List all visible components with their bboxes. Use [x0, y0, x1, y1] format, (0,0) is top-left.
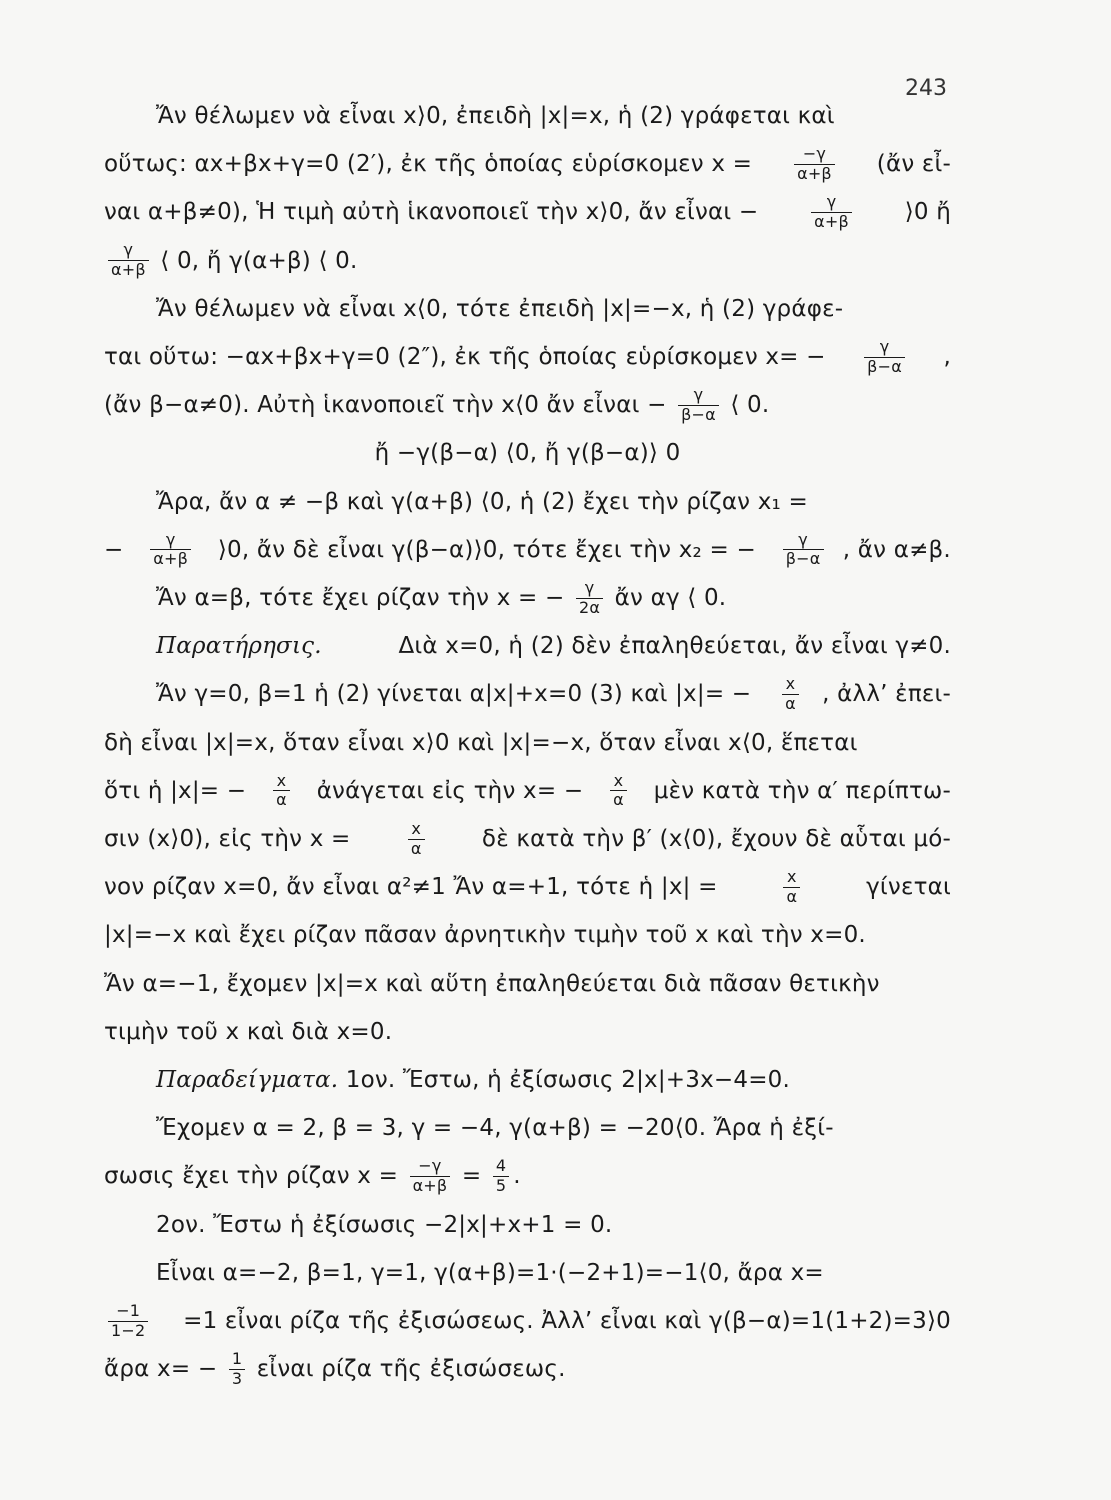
fraction-denominator: 3 — [229, 1369, 245, 1388]
text-line — [104, 478, 951, 526]
text-line — [104, 863, 951, 911]
fraction — [678, 384, 719, 424]
text-line — [104, 1008, 951, 1056]
fraction-denominator: α — [782, 694, 799, 713]
text-segment: ⟩0, ἄν δὲ εἶναι γ(β−α)⟩0, τότε ἔχει τὴν x₂ = − — [210, 536, 764, 563]
fraction-numerator: γ — [826, 192, 837, 212]
fraction — [794, 143, 835, 183]
text-line — [104, 526, 951, 574]
line-content — [156, 296, 951, 322]
text-segment: − — [104, 536, 131, 563]
fraction-denominator: α — [783, 887, 800, 906]
fraction-denominator: α — [408, 839, 425, 858]
text-line — [104, 960, 951, 1008]
text-segment: Ἄν α=−1, ἔχομεν |x|=x καὶ αὕτη ἐπαληθεύεται διὰ πᾶσαν θετικὴν — [104, 970, 880, 997]
text-segment: ⟨ 0, ἤ γ(α+β) ⟨ 0. — [152, 247, 358, 274]
text-line — [104, 140, 951, 188]
line-content — [104, 866, 951, 906]
text-segment: δὲ κατὰ τὴν β′ (x⟨0), ἔχουν δὲ αὗται μό- — [474, 826, 951, 852]
fraction — [410, 1158, 451, 1195]
fraction — [811, 194, 852, 231]
text-segment: ⟩0 ἤ — [897, 199, 951, 226]
line-content — [156, 633, 951, 659]
text-segment: γίνεται — [858, 874, 951, 901]
text-segment: ται οὕτω: −αx+βx+γ=0 (2″), ἐκ τῆς ὁποίας εὑρίσκομεν x= − — [104, 344, 834, 370]
fraction-numerator: γ — [123, 240, 134, 260]
fraction-numerator: γ — [798, 529, 808, 549]
line-content — [156, 1260, 951, 1286]
text-segment: (ἄν β−α≠0). Αὐτὴ ἱκανοποιεῖ τὴν x⟨0 ἄν εἶναι − — [104, 392, 675, 419]
fraction-numerator: −1 — [116, 1300, 141, 1320]
fraction-numerator: γ — [693, 384, 704, 404]
line-content — [104, 818, 951, 858]
text-segment: ἀνάγεται εἰς τὴν x= − — [309, 777, 591, 804]
fraction — [108, 1300, 148, 1340]
italic-heading: Παρατήρησις. — [156, 633, 322, 660]
line-content — [375, 440, 681, 466]
fraction-denominator: α+β — [108, 260, 149, 279]
fraction-numerator: γ — [584, 577, 595, 597]
fraction — [108, 242, 149, 279]
line-content — [156, 676, 951, 713]
text-segment: μὲν κατὰ τὴν α′ περίπτω- — [646, 777, 951, 804]
text-segment: , ἀλλ’ ἐπει- — [822, 681, 951, 708]
fraction — [493, 1158, 509, 1195]
text-segment: οὕτως: αx+βx+γ=0 (2′), ἐκ τῆς ὁποίας εὑρίσκομεν x = — [104, 151, 760, 178]
text-segment: , ἄν α≠β. — [842, 536, 951, 563]
fraction — [408, 818, 425, 858]
text-line — [104, 670, 951, 718]
page-number: 243 — [905, 76, 947, 101]
fraction — [576, 577, 603, 617]
line-content — [156, 577, 727, 617]
fraction — [864, 336, 905, 376]
fraction-numerator: γ — [879, 336, 890, 356]
text-line — [104, 237, 951, 285]
text-segment: εἶναι ρίζα τῆς ἐξισώσεως. — [249, 1356, 566, 1383]
line-content — [104, 194, 951, 231]
text-line — [104, 574, 951, 622]
line-content — [156, 489, 951, 515]
fraction-denominator: α — [610, 790, 627, 809]
text-line — [104, 92, 951, 140]
fraction-denominator: β−α — [783, 549, 824, 568]
fraction-numerator: 4 — [495, 1156, 507, 1176]
line-content — [104, 730, 951, 756]
fraction-numerator: x — [785, 674, 796, 694]
fraction-numerator: x — [276, 770, 287, 790]
line-content — [156, 1212, 612, 1238]
text-line — [104, 188, 951, 236]
text-line — [104, 429, 951, 477]
fraction-numerator: −γ — [418, 1156, 442, 1176]
fraction-denominator: α+β — [410, 1176, 451, 1195]
text-segment: |x|=−x καὶ ἔχει ρίζαν πᾶσαν ἀρνητικὴν τιμὴν τοῦ x καὶ τὴν x=0. — [104, 922, 866, 949]
line-content — [104, 336, 951, 376]
fraction-numerator: x — [411, 818, 422, 838]
fraction-numerator: x — [787, 866, 797, 886]
line-content — [104, 143, 951, 183]
line-content — [104, 922, 951, 948]
text-line — [104, 622, 951, 670]
text-segment: Εἶναι α=−2, β=1, γ=1, γ(α+β)=1·(−2+1)=−1⟨0, ἄρα x= — [156, 1259, 824, 1286]
text-segment: σιν (x⟩0), εἰς τὴν x = — [104, 826, 359, 852]
fraction — [273, 770, 290, 810]
fraction-numerator: 1 — [231, 1348, 243, 1368]
fraction-denominator: 5 — [493, 1176, 509, 1195]
text-segment: Ἄν θέλωμεν νὰ εἶναι x⟨0, τότε ἐπειδὴ |x|=−x, ἡ (2) γράφε- — [156, 295, 844, 322]
text-line — [104, 285, 951, 333]
fraction-numerator: −γ — [802, 143, 827, 163]
text-line — [104, 1297, 951, 1345]
line-content — [156, 1115, 951, 1141]
text-line — [104, 767, 951, 815]
fraction-numerator: x — [613, 770, 624, 790]
fraction-denominator: β−α — [678, 405, 719, 424]
text-line — [104, 1249, 951, 1297]
line-content — [104, 770, 951, 810]
fraction — [782, 676, 799, 713]
text-line — [104, 381, 951, 429]
text-segment: ἄρα x= − — [104, 1356, 225, 1383]
fraction-denominator: α+β — [794, 164, 835, 183]
line-content — [104, 384, 770, 424]
text-segment: ναι α+β≠0), Ἡ τιμὴ αὐτὴ ἱκανοποιεῖ τὴν x⟩0, ἄν εἶναι − — [104, 199, 766, 226]
text-segment: τιμὴν τοῦ x καὶ διὰ x=0. — [104, 1018, 393, 1045]
line-content — [104, 971, 951, 997]
text-line — [104, 1152, 951, 1200]
text-segment: Ἄν γ=0, β=1 ἡ (2) γίνεται α|x|+x=0 (3) καὶ |x|= − — [156, 681, 759, 708]
line-content — [104, 529, 951, 569]
text-line — [104, 333, 951, 381]
text-segment: (ἄν εἶ- — [869, 151, 951, 178]
text-segment: Ἄν α=β, τότε ἔχει ρίζαν τὴν x = − — [156, 585, 573, 611]
fraction — [783, 529, 824, 569]
text-segment: 2ον. Ἔστω ἡ ἐξίσωσις −2|x|+x+1 = 0. — [156, 1211, 613, 1238]
text-line — [104, 815, 951, 863]
text-segment: σωσις ἔχει τὴν ρίζαν x = — [104, 1163, 406, 1190]
text-segment: =1 εἶναι ρίζα τῆς ἐξισώσεως. Ἀλλ’ εἶναι καὶ γ(β−α)=1(1+2)=3⟩0 — [175, 1308, 951, 1334]
fraction-numerator: γ — [165, 529, 176, 549]
line-content — [104, 1019, 392, 1045]
text-segment: Ἄρα, ἄν α ≠ −β καὶ γ(α+β) ⟨0, ἡ (2) ἔχει τὴν ρίζαν x₁ = — [156, 488, 808, 515]
line-content — [104, 1300, 951, 1340]
text-segment: ἤ −γ(β−α) ⟨0, ἤ γ(β−α)⟩ 0 — [374, 440, 681, 467]
text-segment: ὅτι ἡ |x|= − — [104, 777, 254, 804]
text-line — [104, 1201, 951, 1249]
text-segment: 1ον. Ἔστω, ἡ ἐξίσωσις 2|x|+3x−4=0. — [338, 1067, 791, 1093]
text-segment: = — [454, 1163, 489, 1190]
text-line — [104, 1345, 951, 1393]
fraction-denominator: α+β — [150, 549, 191, 568]
italic-heading: Παραδείγματα. — [156, 1067, 339, 1093]
line-content — [104, 242, 358, 279]
fraction — [783, 866, 800, 906]
fraction-denominator: 2α — [576, 598, 603, 617]
text-segment: Ἄν θέλωμεν νὰ εἶναι x⟩0, ἐπειδὴ |x|=x, ἡ (2) γράφεται καὶ — [156, 103, 835, 129]
text-segment: Ἔχομεν α = 2, β = 3, γ = −4, γ(α+β) = −20⟨0. Ἄρα ἡ ἐξί- — [156, 1115, 834, 1142]
fraction — [610, 770, 627, 810]
text-segment: ἄν αγ ⟨ 0. — [607, 585, 727, 611]
line-content — [104, 1158, 521, 1195]
text-segment: νον ρίζαν x=0, ἄν εἶναι α²≠1 Ἄν α=+1, τότε ἡ |x| = — [104, 874, 726, 901]
text-line — [104, 1104, 951, 1152]
line-content — [156, 103, 951, 129]
fraction-denominator: 1−2 — [108, 1321, 148, 1340]
fraction-denominator: α — [273, 790, 290, 809]
text-segment: . — [513, 1163, 521, 1190]
fraction — [150, 529, 191, 569]
fraction-denominator: β−α — [864, 357, 905, 376]
line-content — [104, 1348, 566, 1388]
fraction-denominator: α+β — [811, 212, 852, 231]
text-segment: δὴ εἶναι |x|=x, ὅταν εἶναι x⟩0 καὶ |x|=−x, ὅταν εἶναι x⟨0, ἕπεται — [104, 729, 858, 756]
text-line — [104, 1056, 951, 1104]
text-segment: , — [935, 344, 951, 370]
line-content — [156, 1067, 790, 1093]
text-line — [104, 911, 951, 959]
fraction — [229, 1348, 245, 1388]
text-segment: Διὰ x=0, ἡ (2) δὲν ἐπαληθεύεται, ἄν εἶναι γ≠0. — [390, 633, 951, 660]
text-segment: ⟨ 0. — [722, 392, 770, 419]
text-line — [104, 719, 951, 767]
